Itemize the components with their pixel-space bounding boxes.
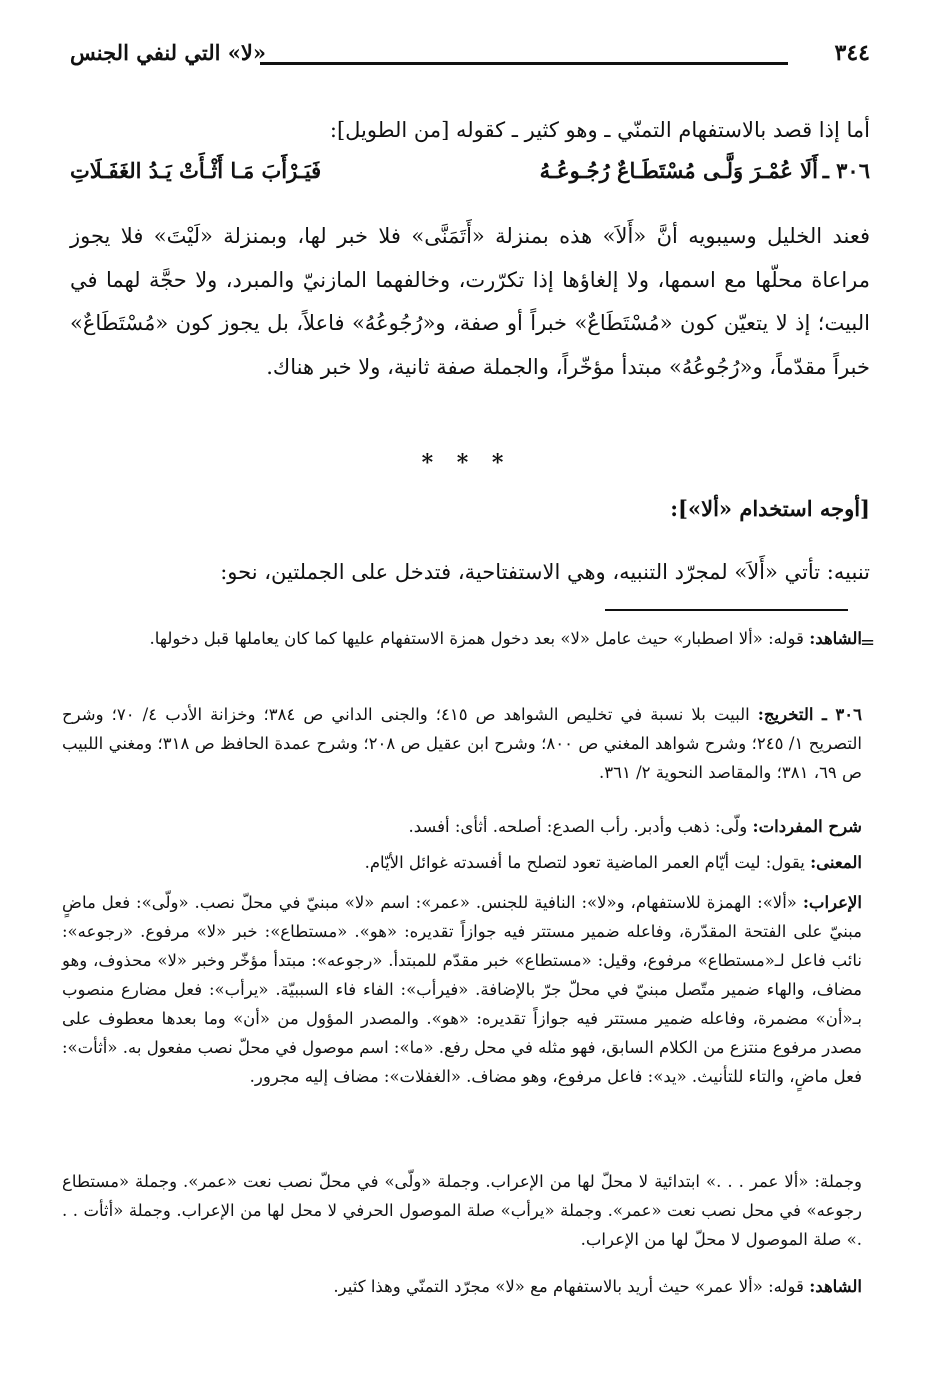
footnote-text: البيت بلا نسبة في تخليص الشواهد ص ٤١٥؛ والجنى الداني ص ٣٨٤؛ وخزانة الأدب ٤/ ٧٠؛ وشرح التصريح ١/ ٢٤٥؛ وشرح شواهد المغني ص ٨٠٠؛ وشرح ابن عقيل ص ٢٠٨؛ وشرح عمدة الحافظ ص ٣١٨؛ ومغني اللبيب ص ٦٩، ٣٨١؛ والمقاصد النحوية ٢/ ٣٦١.: [62, 705, 862, 782]
footnote-meaning: [62, 848, 862, 877]
commentary-paragraph: فعند الخليل وسيبويه أنَّ «أَلاَ» هذه بمنزلة «أَتَمَنَّى» فلا خبر لها، وبمنزلة «لَيْتَ» فلا يجوز مراعاة محلّها مع اسمها، ولا إلغاؤها إذا تكرّرت، وخالفهما المازنيّ والمبرد، ولا حجَّة لهما في البيت؛ إذ لا يتعيّن كون «مُسْتَطَاعٌ» خبراً أو صفة، و«رُجُوعُهُ» فاعلاً، بل يجوز كون «مُسْتَطَاعٌ» خبراً مقدّماً، و«رُجُوعُهُ» مبتدأ مؤخّراً، والجملة صفة ثانية، ولا خبر هناك.: [70, 224, 870, 379]
note-line: تنبيه: تأتي «أَلاَ» لمجرّد التنبيه، وهي الاستفتاحية، فتدخل على الجملتين، نحو:: [220, 560, 870, 584]
poetry-verse: [70, 158, 870, 204]
page-number: ٣٤٤: [834, 40, 870, 66]
section-heading: [أوجه استخدام «ألا»]:: [670, 496, 870, 521]
footnote-text: قوله: «ألا عمر» حيث أريد بالاستفهام مع «لا» مجرّد التمنّي وهذا كثير.: [333, 1277, 804, 1296]
footnote-label: الشاهد:: [809, 1277, 862, 1296]
verse-second-hemistich: فَيَـرْأَبَ مَـا أَثْـأَتْ يَـدُ الغَفَـلَاتِ: [70, 158, 322, 183]
footnote-shahid: [62, 624, 862, 653]
footnote-label: المعنى:: [810, 853, 862, 872]
footnote-shahid-2: [62, 1272, 862, 1301]
footnote-vocabulary: [62, 812, 862, 841]
footnote-rule: [605, 609, 848, 611]
verse-number: ٣٠٦ ـ: [822, 158, 870, 183]
section-separator: * * *: [421, 450, 512, 476]
continuation-mark: =: [860, 632, 876, 653]
running-title: «لا» التي لنفي الجنس: [70, 40, 266, 65]
footnote-parsing: [62, 888, 862, 1091]
footnote-label: ٣٠٦ ـ التخريج:: [757, 705, 863, 724]
footnote-text: «ألا»: الهمزة للاستفهام، و«لا»: النافية للجنس. «عمر»: اسم «لا» مبنيّ في محلّ نصب. «ولّى»: فعل ماضٍ مبنيّ على الفتحة المقدّرة، وفاعله ضمير مستتر فيه جوازاً تقديره: «هو». «مستطاع»: خبر «لا» مرفوع. «رجوعه»: نائب فاعل لـ«مستطاع» مرفوع، وقيل: «مستطاع» خبر مقدّم للمبتدأ. «رجوعه»: مبتدأ مؤخّر وخبر «لا» محذوف، وهو مضاف، والهاء ضمير متّصل مبنيّ في محلّ جرّ بالإضافة. «فيرأب»: الفاء فاء السببيّة. «يرأب»: فعل مضارع منصوب بـ«أن» مضمرة، وفاعله ضمير مستتر فيه جوازاً تقديره: «هو». والمصدر المؤول من «أن» وما بعدها معطوف على مصدر مرفوع منتزع من الكلام السابق، فهو مثله في محل رفع. «ما»: اسم موصول في محلّ نصب مفعول به. «أثأت»: فعل ماضٍ، والتاء للتأنيث. «يد»: فاعل مرفوع، وهو مضاف. «الغفلات»: مضاف إليه مجرور.: [62, 893, 862, 1086]
footnote-takhrij: [62, 700, 862, 787]
header-rule: [260, 62, 788, 65]
footnote-text: قوله: «ألا اصطبار» حيث عامل «لا» بعد دخول همزة الاستفهام عليها كما كان يعاملها قبل دخولها.: [149, 629, 804, 648]
intro-line: أما إذا قصد بالاستفهام التمنّي ـ وهو كثير ـ كقوله [من الطويل]:: [329, 118, 870, 142]
footnote-text: وجملة: «ألا عمر . . .» ابتدائية لا محلّ لها من الإعراب. وجملة «ولّى» في محلّ نصب نعت «عمر». وجملة «مستطاع رجوعه» في محل نصب نعت «عمر». وجملة «يرأب» صلة الموصول الحرفي لا محل لها من الإعراب. وجملة «أثأت . . .» صلة الموصول لا محلّ لها من الإعراب.: [62, 1172, 862, 1249]
footnote-label: شرح المفردات:: [752, 817, 862, 836]
page-header: [70, 38, 870, 78]
footnote-text: يقول: ليت أيّام العمر الماضية تعود لتصلح ما أفسدته غوائل الأيّام.: [364, 853, 805, 872]
footnote-text: ولّى: ذهب وأدبر. رأب الصدع: أصلحه. أثأى: أفسد.: [408, 817, 748, 836]
verse-first-hemistich: أَلَا عُمْـرَ وَلَّـى مُسْتَطَـاعٌ رُجُـوعُـهُ: [539, 158, 818, 183]
footnote-label: الشاهد:: [809, 629, 862, 648]
footnote-label: الإعراب:: [802, 893, 862, 912]
footnote-sentences: [62, 1167, 862, 1254]
